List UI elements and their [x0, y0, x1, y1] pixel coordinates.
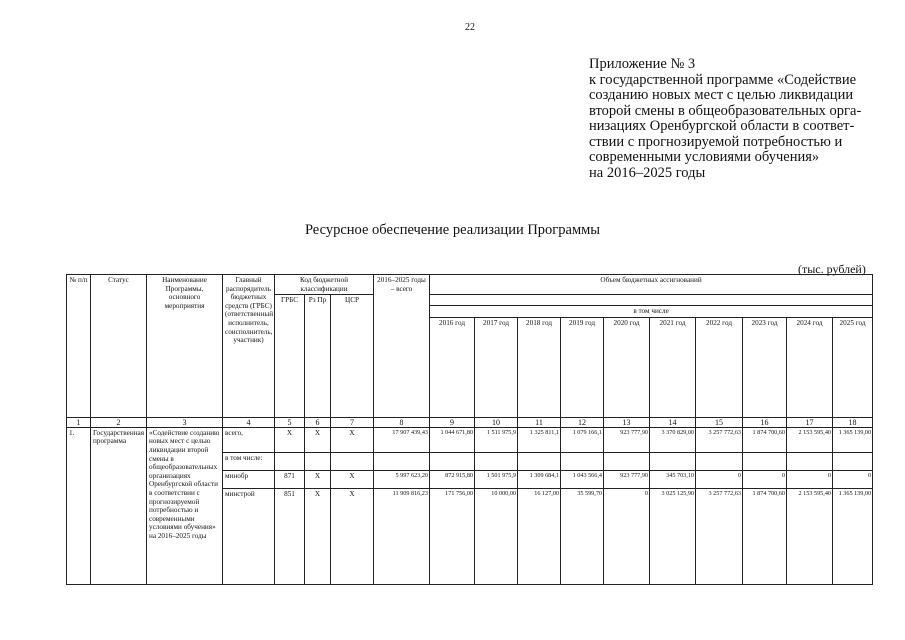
- year-cell: 1 874 700,60: [743, 488, 787, 584]
- empty-cell: [743, 452, 787, 470]
- header-blank: [430, 295, 873, 306]
- code-csr-cell: X: [331, 488, 374, 584]
- total-cell: 17 907 439,43: [374, 427, 430, 452]
- year-cell: 3 257 772,63: [696, 488, 743, 584]
- year-cell: 0: [604, 488, 650, 584]
- units-label: (тыс. рублей): [798, 262, 866, 276]
- appendix-line: созданию новых мест с целью ликвидации: [589, 87, 854, 103]
- empty-cell: [696, 452, 743, 470]
- code-grbs-cell: X: [275, 427, 305, 452]
- row-label: минстрой: [223, 488, 275, 584]
- index-cell: 7: [331, 417, 374, 427]
- appendix-line: второй смены в общеобразовательных орга-: [589, 102, 862, 119]
- year-cell: 923 777,90: [604, 427, 650, 452]
- header-code-csr: ЦСР: [331, 295, 374, 418]
- header-year: 2023 год: [743, 317, 787, 417]
- index-cell: 4: [223, 417, 275, 427]
- year-cell: 2 153 595,40: [787, 488, 833, 584]
- index-cell: 2: [91, 417, 147, 427]
- year-cell: 35 599,70: [561, 488, 604, 584]
- code-rzpr-cell: X: [305, 427, 331, 452]
- year-cell: 3 370 829,00: [650, 427, 696, 452]
- empty-cell: [430, 452, 475, 470]
- year-cell: 0: [696, 470, 743, 488]
- appendix-line: к государственной программе «Содействие: [589, 71, 857, 88]
- appendix-line: современными условиями обучения»: [589, 149, 820, 165]
- empty-cell: [650, 452, 696, 470]
- index-cell: 9: [430, 417, 475, 427]
- index-cell: 16: [743, 417, 787, 427]
- year-cell: 0: [743, 470, 787, 488]
- header-year: 2018 год: [518, 317, 561, 417]
- year-cell: 1 309 684,1: [518, 470, 561, 488]
- index-cell: 5: [275, 417, 305, 427]
- header-alloc-group: Объем бюджетных ассигнований: [430, 275, 873, 295]
- empty-cell: [561, 452, 604, 470]
- empty-cell: [833, 452, 873, 470]
- year-cell: 1 511 975,9: [475, 427, 518, 452]
- header-year: 2022 год: [696, 317, 743, 417]
- header-year: 2025 год: [833, 317, 873, 417]
- row-label: минобр: [223, 470, 275, 488]
- header-year: 2017 год: [475, 317, 518, 417]
- total-cell: 11 909 816,23: [374, 488, 430, 584]
- appendix-line: Приложение № 3: [589, 56, 696, 72]
- header-name: Наименование Программы, основного мероприятия: [147, 275, 223, 418]
- total-cell: 5 997 623,20: [374, 470, 430, 488]
- code-csr-cell: X: [331, 470, 374, 488]
- index-cell: 11: [518, 417, 561, 427]
- index-cell: 1: [67, 417, 91, 427]
- program-name: «Содействие созданию новых мест с целью ликвидации второй смены в общеобразовательных организациях Оренбургской области в соответствии с прогнозируемой потребностью и современными условиями обучения» на 2016–2025 годы: [147, 427, 223, 584]
- appendix-line: низациях Оренбургской области в соответ-: [589, 118, 855, 134]
- index-cell: 13: [604, 417, 650, 427]
- program-status: Государственная программа: [91, 427, 147, 584]
- index-cell: 17: [787, 417, 833, 427]
- code-rzpr-cell: X: [305, 470, 331, 488]
- year-cell: 1 079 166,1: [561, 427, 604, 452]
- header-year: 2020 год: [604, 317, 650, 417]
- row-label: всего,: [223, 427, 275, 452]
- appendix-header: [589, 57, 889, 181]
- code-grbs-cell: 871: [275, 470, 305, 488]
- year-cell: 3 025 125,90: [650, 488, 696, 584]
- column-index-row: [67, 417, 873, 427]
- year-cell: 872 915,80: [430, 470, 475, 488]
- header-grbs: Главный распорядитель бюджетных средств (ГРБС) (ответственный исполнитель, соисполнитель, участник): [223, 275, 275, 418]
- header-year: 2024 год: [787, 317, 833, 417]
- table-row: [67, 427, 873, 452]
- code-rzpr-cell: X: [305, 488, 331, 584]
- program-num: 1.: [67, 427, 91, 584]
- header-year: 2019 год: [561, 317, 604, 417]
- year-cell: 1 365 139,00: [833, 488, 873, 584]
- year-cell: 0: [787, 470, 833, 488]
- code-grbs-cell: 851: [275, 488, 305, 584]
- header-status: Статус: [91, 275, 147, 418]
- header-in-that: в том числе: [430, 306, 873, 318]
- empty-cell: [604, 452, 650, 470]
- empty-cell: [331, 452, 374, 470]
- index-cell: 14: [650, 417, 696, 427]
- index-cell: 15: [696, 417, 743, 427]
- year-cell: 0: [833, 470, 873, 488]
- year-cell: 1 043 566,4: [561, 470, 604, 488]
- index-cell: 10: [475, 417, 518, 427]
- empty-cell: [305, 452, 331, 470]
- empty-cell: [475, 452, 518, 470]
- header-year: 2021 год: [650, 317, 696, 417]
- index-cell: 8: [374, 417, 430, 427]
- header-year: 2016 год: [430, 317, 475, 417]
- header-code-group: Код бюджетной классификации: [275, 275, 374, 295]
- page-number: 22: [465, 22, 475, 33]
- resource-table: [66, 274, 873, 585]
- year-cell: 3 257 772,63: [696, 427, 743, 452]
- year-cell: 10 000,00: [475, 488, 518, 584]
- header-code-rzpr: Рз Пр: [305, 295, 331, 418]
- year-cell: 1 044 671,80: [430, 427, 475, 452]
- year-cell: 1 365 139,00: [833, 427, 873, 452]
- year-cell: 1 501 975,9: [475, 470, 518, 488]
- index-cell: 6: [305, 417, 331, 427]
- empty-cell: [374, 452, 430, 470]
- year-cell: 16 127,00: [518, 488, 561, 584]
- appendix-line: на 2016–2025 годы: [589, 164, 706, 181]
- year-cell: 2 153 595,40: [787, 427, 833, 452]
- appendix-line: ствии с прогнозируемой потребностью и: [589, 133, 843, 150]
- header-num: № п/п: [67, 275, 91, 418]
- empty-cell: [787, 452, 833, 470]
- index-cell: 3: [147, 417, 223, 427]
- index-cell: 18: [833, 417, 873, 427]
- year-cell: 1 874 700,60: [743, 427, 787, 452]
- year-cell: 171 756,00: [430, 488, 475, 584]
- header-code-grbs: ГРБС: [275, 295, 305, 418]
- empty-cell: [275, 452, 305, 470]
- empty-cell: [518, 452, 561, 470]
- year-cell: 923 777,90: [604, 470, 650, 488]
- year-cell: 1 325 811,1: [518, 427, 561, 452]
- row-label: в том числе:: [223, 452, 275, 470]
- index-cell: 12: [561, 417, 604, 427]
- header-total: 2016–2025 годы – всего: [374, 275, 430, 418]
- year-cell: 345 703,10: [650, 470, 696, 488]
- code-csr-cell: X: [331, 427, 374, 452]
- document-title: Ресурсное обеспечение реализации Программы: [304, 222, 601, 238]
